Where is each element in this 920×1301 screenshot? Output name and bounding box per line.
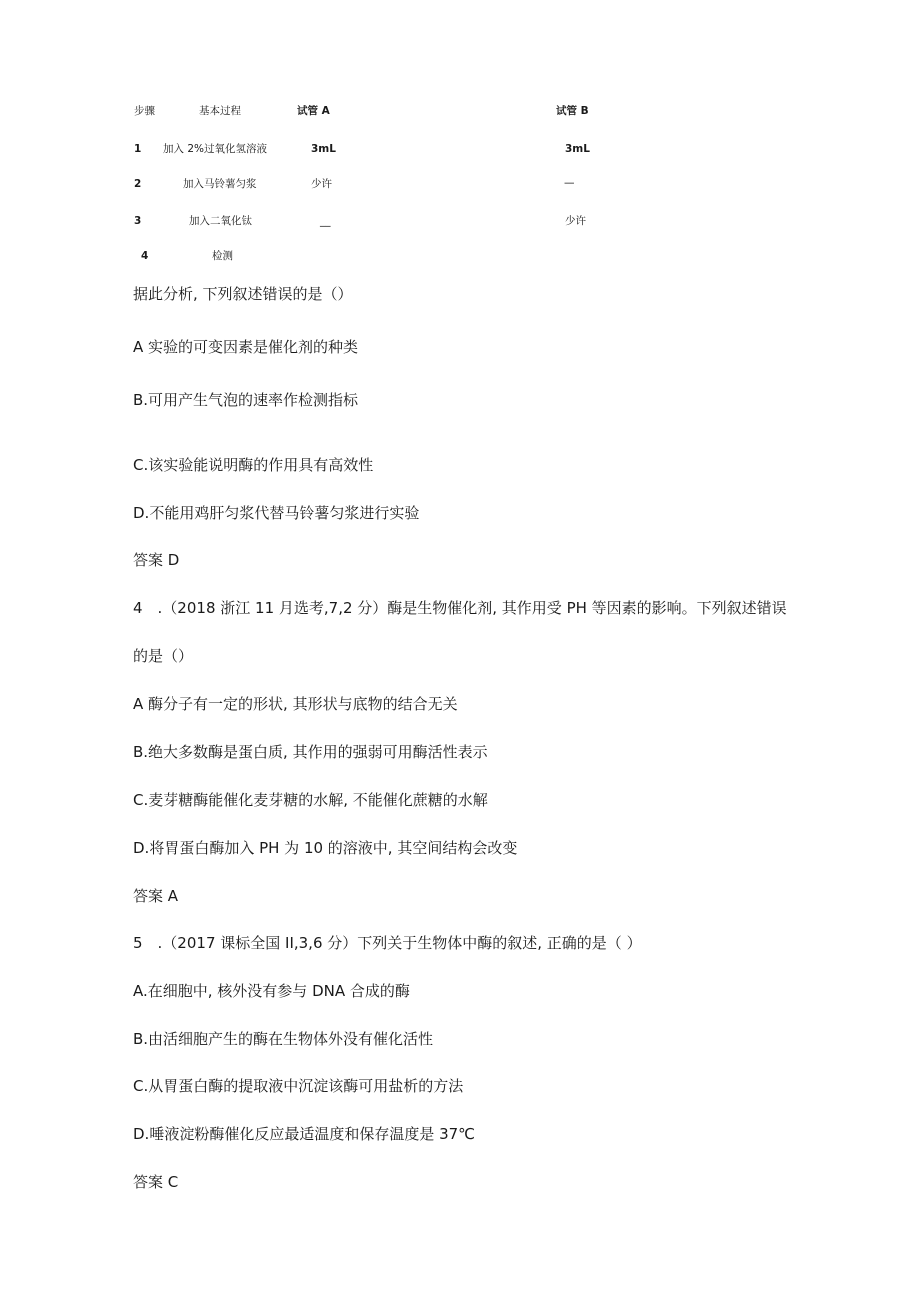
experiment-table	[0, 0, 920, 270]
option-a: A.在细胞中, 核外没有参与 DNA 合成的酶	[133, 982, 410, 1000]
option-a: A 实验的可变因素是催化剂的种类	[133, 338, 359, 356]
table-header-tube-b: 试管 B	[556, 105, 589, 117]
table-row-process: 加入马铃薯匀浆	[183, 178, 257, 190]
table-header-step: 步骤	[134, 105, 155, 117]
option-b: B.绝大多数酶是蛋白质, 其作用的强弱可用酶活性表示	[133, 743, 488, 761]
option-c: C.从胃蛋白酶的提取液中沉淀该酶可用盐析的方法	[133, 1077, 464, 1095]
table-row-step: 4	[141, 250, 149, 262]
table-header-tube-a: 试管 A	[297, 105, 330, 117]
option-c: C.该实验能说明酶的作用具有高效性	[133, 456, 374, 474]
table-row-tube-b: 3mL	[565, 143, 590, 155]
table-row-step: 3	[134, 215, 142, 227]
table-row-process: 加入二氧化钛	[189, 215, 252, 227]
question-stem: 5 .（2017 课标全国 II,3,6 分）下列关于生物体中酶的叙述, 正确的是（ ）	[133, 934, 642, 952]
table-row-process: 检测	[212, 250, 233, 262]
table-row-tube-a: 3mL	[311, 143, 336, 155]
answer: 答案 C	[133, 1173, 179, 1191]
option-d: D.将胃蛋白酶加入 PH 为 10 的溶液中, 其空间结构会改变	[133, 839, 518, 857]
option-b: B.由活细胞产生的酶在生物体外没有催化活性	[133, 1030, 434, 1048]
answer: 答案 A	[133, 887, 179, 905]
table-row-step: 1	[134, 143, 142, 155]
table-row-tube-a: 少许	[311, 178, 332, 190]
option-a: A 酶分子有一定的形状, 其形状与底物的结合无关	[133, 695, 458, 713]
option-c: C.麦芽糖酶能催化麦芽糖的水解, 不能催化蔗糖的水解	[133, 791, 488, 809]
question-stem-continued: 的是（）	[133, 647, 194, 665]
table-row-step: 2	[134, 178, 142, 190]
answer: 答案 D	[133, 551, 180, 569]
table-row-tube-b: —	[564, 177, 575, 189]
table-row-process: 加入 2%过氧化氢溶液	[163, 143, 267, 155]
question-stem: 4 .（2018 浙江 11 月选考,7,2 分）酶是生物催化剂, 其作用受 PH 等因素的影响。下列叙述错误	[133, 599, 787, 617]
option-b: B.可用产生气泡的速率作检测指标	[133, 391, 359, 409]
option-d: D.不能用鸡肝匀浆代替马铃薯匀浆进行实验	[133, 504, 420, 522]
table-row-tube-a: __	[320, 215, 331, 227]
table-row-tube-b: 少许	[565, 215, 586, 227]
option-d: D.唾液淀粉酶催化反应最适温度和保存温度是 37℃	[133, 1125, 476, 1143]
table-header-process: 基本过程	[199, 105, 241, 117]
question-stem: 据此分析, 下列叙述错误的是（）	[133, 285, 353, 303]
